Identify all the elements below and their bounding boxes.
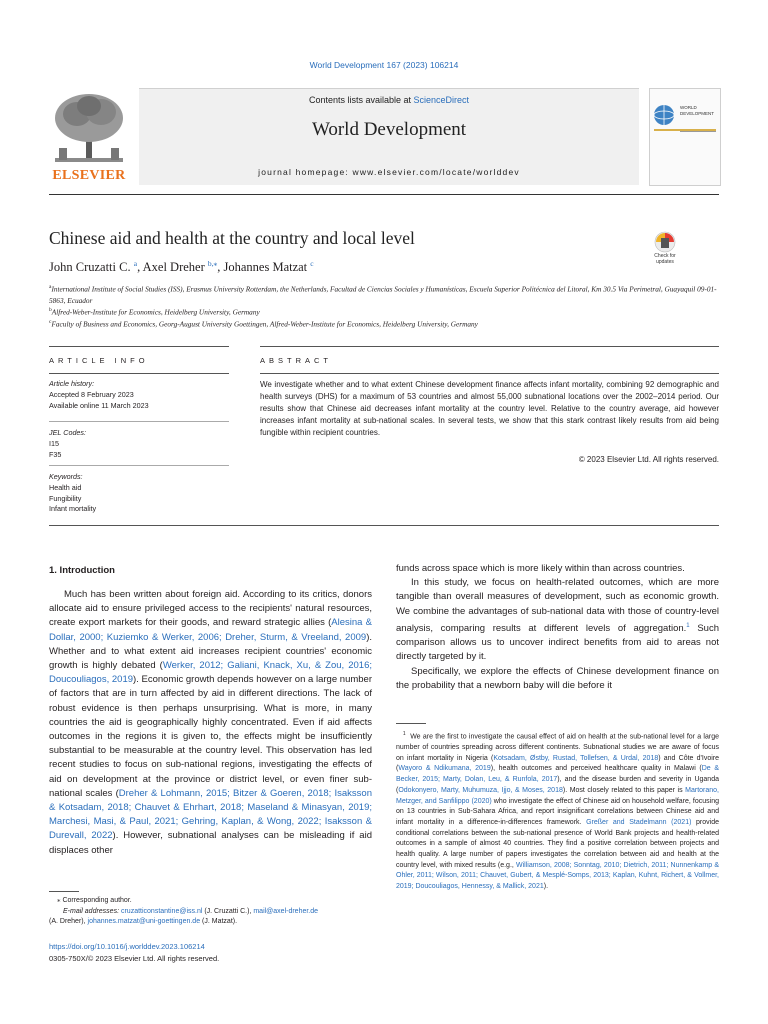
- intro-paragraph-1: Much has been written about foreign aid. According to its critics, donors allocate aid to ensure privileged access to the recipients' natural resources, create export markets for their goods, and reward strategic allies (Alesina & Dollar, 2000; Kuziemko & Werker, 2006; Dreher, Sturm, & Vreeland, 2009). Whether and to what extent aid increases recipient countries' economic growth is highly debated (Werker, 2012; Galiani, Knack, Xu, & Zou, 2016; Doucouliagos, 2019). Economic growth depends however on a large number of factors that are in turn affected by aid in different directions. The lack of robust evidence is then perhaps unsurprising. What is more, in many countries the aid is geographically highly concentrated. Even if aid affects outcomes in the regions it is given to, the effects might be insufficiently substantial to be measurable at the country level. This observation has led recent studies to focus on sub-national regions, investigating the effects of aid on development at the province or district level, or even finer sub-national scales (Dreher & Lohmann, 2015; Bitzer & Goeren, 2018; Isaksson & Kotsadam, 2018; Chauvet & Ehrhart, 2018; Maseland & Minasyan, 2019; Marchesi, Masi, & Paul, 2021; Gehring, Kaplan, & Wong, 2022; Isaksson & Durevall, 2022). However, subnational analyses can be misleading if aid displaces other: [49, 589, 372, 856]
- corresponding-author: ⁎ Corresponding author. E-mail addresses: cruzatticonstantine@iss.nl (J. Cruzatti C.), mail@axel-dreher.de (A. Dreher), johannes.matzat@uni-goettingen.de (J. Matzat).: [49, 897, 319, 926]
- author-list: John Cruzatti C. $^a$, Axel Dreher $^{b,⁎}$, Johannes Matzat $^c$: [49, 259, 314, 275]
- article-history: Article history: Accepted 8 February 2023 Available online 11 March 2023: [49, 379, 149, 410]
- cover-title: WORLD DEVELOPMENT: [680, 105, 715, 116]
- globe-icon: [650, 89, 720, 185]
- abstract-copyright: © 2023 Elsevier Ltd. All rights reserved.: [578, 455, 719, 464]
- doi-block: [49, 941, 219, 964]
- footnote-rule: [396, 723, 426, 724]
- masthead-rule: [49, 194, 719, 195]
- journal-masthead: [49, 88, 719, 188]
- abstract-rule-top: [260, 346, 719, 347]
- article-title: Chinese aid and health at the country and local level: [49, 228, 415, 248]
- abstract-rule: [260, 373, 719, 374]
- issn-line: 0305-750X/© 2023 Elsevier Ltd. All rights reserved.: [49, 953, 220, 963]
- corresponding-rule: [49, 891, 79, 892]
- article-info-heading: ARTICLE INFO: [49, 356, 149, 365]
- elsevier-tree-icon: [49, 92, 129, 166]
- email-link[interactable]: johannes.matzat@uni-goettingen.de: [87, 918, 201, 926]
- author-3[interactable]: Johannes Matzat $^c$: [223, 259, 314, 275]
- intro-left-column: [49, 588, 372, 858]
- citation-link[interactable]: Odokonyero, Marty, Muhumuza, Ijjo, & Moses, 2018: [398, 786, 563, 794]
- footnote-ref-1[interactable]: 1: [686, 622, 690, 629]
- journal-homepage[interactable]: journal homepage: www.elsevier.com/locate/worlddev: [258, 167, 520, 177]
- elsevier-wordmark: ELSEVIER: [52, 168, 126, 183]
- intro-paragraph-2: In this study, we focus on health-related outcomes, which are more tangible than overall measures of development, such as economic growth. We combine the advantages of sub-national data with those of country-level analysis, comparing results at different levels of aggregation.$^1$ Such comparison allows us to uncover indirect benefits from aid to areas not directly targeted by it.: [396, 577, 719, 663]
- citation-link[interactable]: Williamson, 2008; Sonntag, 2010; Dietrich, 2011; Nunnenkamp & Ohler, 2011; Wilson, 2011; Chauvet, Gubert, & Mesplé-Somps, 2013; Kaplan, Kuhnt, Richert, & Vollmer, 2019; Doucouliagos, Hennessy, & Mallick, 2021: [396, 861, 719, 891]
- citation-link[interactable]: Werker, 2012; Galiani, Knack, Xu, & Zou, 2016; Doucouliagos, 2019: [49, 660, 372, 686]
- contents-line: Contents lists available at ScienceDirect: [308, 95, 470, 105]
- citation-link[interactable]: Alesina & Dollar, 2000; Kuziemko & Werker, 2006; Dreher, Sturm, & Vreeland, 2009: [49, 617, 372, 643]
- affiliation-c: $^c$Faculty of Business and Economics, Georg-August University Goettingen, Alfred-Weber-Institute for Economics, Heidelberg University, Germany: [49, 319, 478, 329]
- citation-link[interactable]: Kotsadam, Østby, Rustad, Tollefsen, & Urdal, 2018: [493, 754, 659, 762]
- journal-title: World Development: [311, 119, 467, 140]
- article-info-rule: [49, 373, 229, 374]
- abstract-heading: ABSTRACT: [260, 356, 333, 365]
- affiliation-a: $^a$International Institute of Social Studies (ISS), Erasmus University Rotterdam, the Netherlands, Facultad de Ciencias Sociales y Humanísticas, Escuela Superior Politécnica del Litoral, Km 30.5 Via Perimetral, Guayaquil 09-01-5863, Ecuador: [49, 284, 717, 305]
- article-info-rule-top: [49, 346, 229, 347]
- elsevier-logo[interactable]: [49, 92, 129, 184]
- citation-link[interactable]: Dreher & Lohmann, 2015; Bitzer & Goeren, 2018; Isaksson & Kotsadam, 2018; Chauvet & Ehrhart, 2018; Maseland & Minasyan, 2019; Marchesi, Masi, & Paul, 2021; Gehring, Kaplan, & Wong, 2022; Isaksson & Durevall, 2022: [49, 787, 372, 842]
- email-link[interactable]: cruzatticonstantine@iss.nl: [120, 907, 203, 915]
- abstract-text: We investigate whether and to what extent Chinese development finance affects infant mortality, combining 92 demographic and health surveys (DHS) for a maximum of 53 countries and almost 55,000 subnational locations over the 2002–2014 period. Our results show that Chinese aid decreases infant mortality at the country level. Relative to the country average, aid however increases infant mortality at sub-national scales. In several tests, we show that this stark contrast likely results from aid being fungible within recipient countries.: [260, 380, 719, 438]
- citation-link[interactable]: Wayoro & Ndikumana, 2019: [398, 765, 491, 773]
- sciencedirect-link[interactable]: ScienceDirect: [413, 95, 470, 105]
- email-link[interactable]: mail@axel-dreher.de: [253, 907, 319, 915]
- doi-link[interactable]: https://doi.org/10.1016/j.worlddev.2023.106214: [49, 942, 205, 951]
- intro-paragraph-3: Specifically, we explore the effects of Chinese development finance on the probability that a newborn baby will die before it: [396, 665, 719, 691]
- author-2[interactable]: Axel Dreher $^{b,⁎}$: [142, 259, 218, 275]
- footnote-1: $^1$ We are the first to investigate the causal effect of aid on health at the sub-national level for a large number of countries spreading across different continents. Subnational studies we are aware of focus on infant mortality in Nigeria (Kotsadam, Østby, Rustad, Tollefsen, & Urdal, 2018) and Côte d'Ivoire (Wayoro & Ndikumana, 2019), health outcomes and perceived healthcare quality in Malawi (De & Becker, 2015; Marty, Dolan, Leu, & Runfola, 2017), and the disease burden and severity in Uganda (Odokonyero, Marty, Muhumuza, Ijjo, & Moses, 2018). Most closely related to this paper is Martorano, Metzger, and Sanfilippo (2020) who investigate the effect of Chinese aid on household welfare, focusing on 13 countries in Sub-Sahara Africa, and report insignificant correlations between Chinese aid and infant mortality in a difference-in-differences framework. Greßer and Stadelmann (2021) provide conditional correlations between the sub-national presence of World Bank projects and health-related outcomes in a sample of almost 40 countries. They find a positive correlation between projects and health quality. A large number of papers investigates the correlation between aid and health at the country level, with mixed results (e.g., Williamson, 2008; Sonntag, 2010; Dietrich, 2011; Nunnenkamp & Ohler, 2011; Wilson, 2011; Chauvet, Gubert, & Mesplé-Somps, 2013; Kaplan, Kuhnt, Richert, & Vollmer, 2019; Doucouliagos, Hennessy, & Mallick, 2021).: [396, 731, 720, 891]
- front-matter-rule: [49, 525, 719, 526]
- affiliation-b: $^b$Alfred-Weber-Institute for Economics, Heidelberg University, Germany: [49, 307, 260, 317]
- keywords: Keywords: Health aid Fungibility Infant mortality: [49, 472, 97, 514]
- section-heading-introduction: 1. Introduction: [49, 565, 115, 576]
- journal-reference[interactable]: World Development 167 (2023) 106214: [309, 60, 459, 70]
- masthead-center: [139, 88, 639, 185]
- jel-codes: JEL Codes: I15 F35: [49, 428, 87, 459]
- intro-right-column: [396, 562, 719, 693]
- author-1[interactable]: John Cruzatti C. $^a$: [49, 259, 138, 275]
- journal-cover-thumbnail[interactable]: [649, 88, 721, 186]
- citation-link[interactable]: Martorano, Metzger, and Sanfilippo (2020): [396, 786, 719, 805]
- citation-link[interactable]: De & Becker, 2015; Marty, Dolan, Leu, & Runfola, 2017: [396, 765, 720, 784]
- check-for-updates-badge[interactable]: Check for updates: [650, 230, 680, 266]
- citation-link[interactable]: Greßer and Stadelmann (2021): [586, 818, 692, 826]
- intro-paragraph-continued: funds across space which is more likely within than across countries.: [396, 563, 685, 574]
